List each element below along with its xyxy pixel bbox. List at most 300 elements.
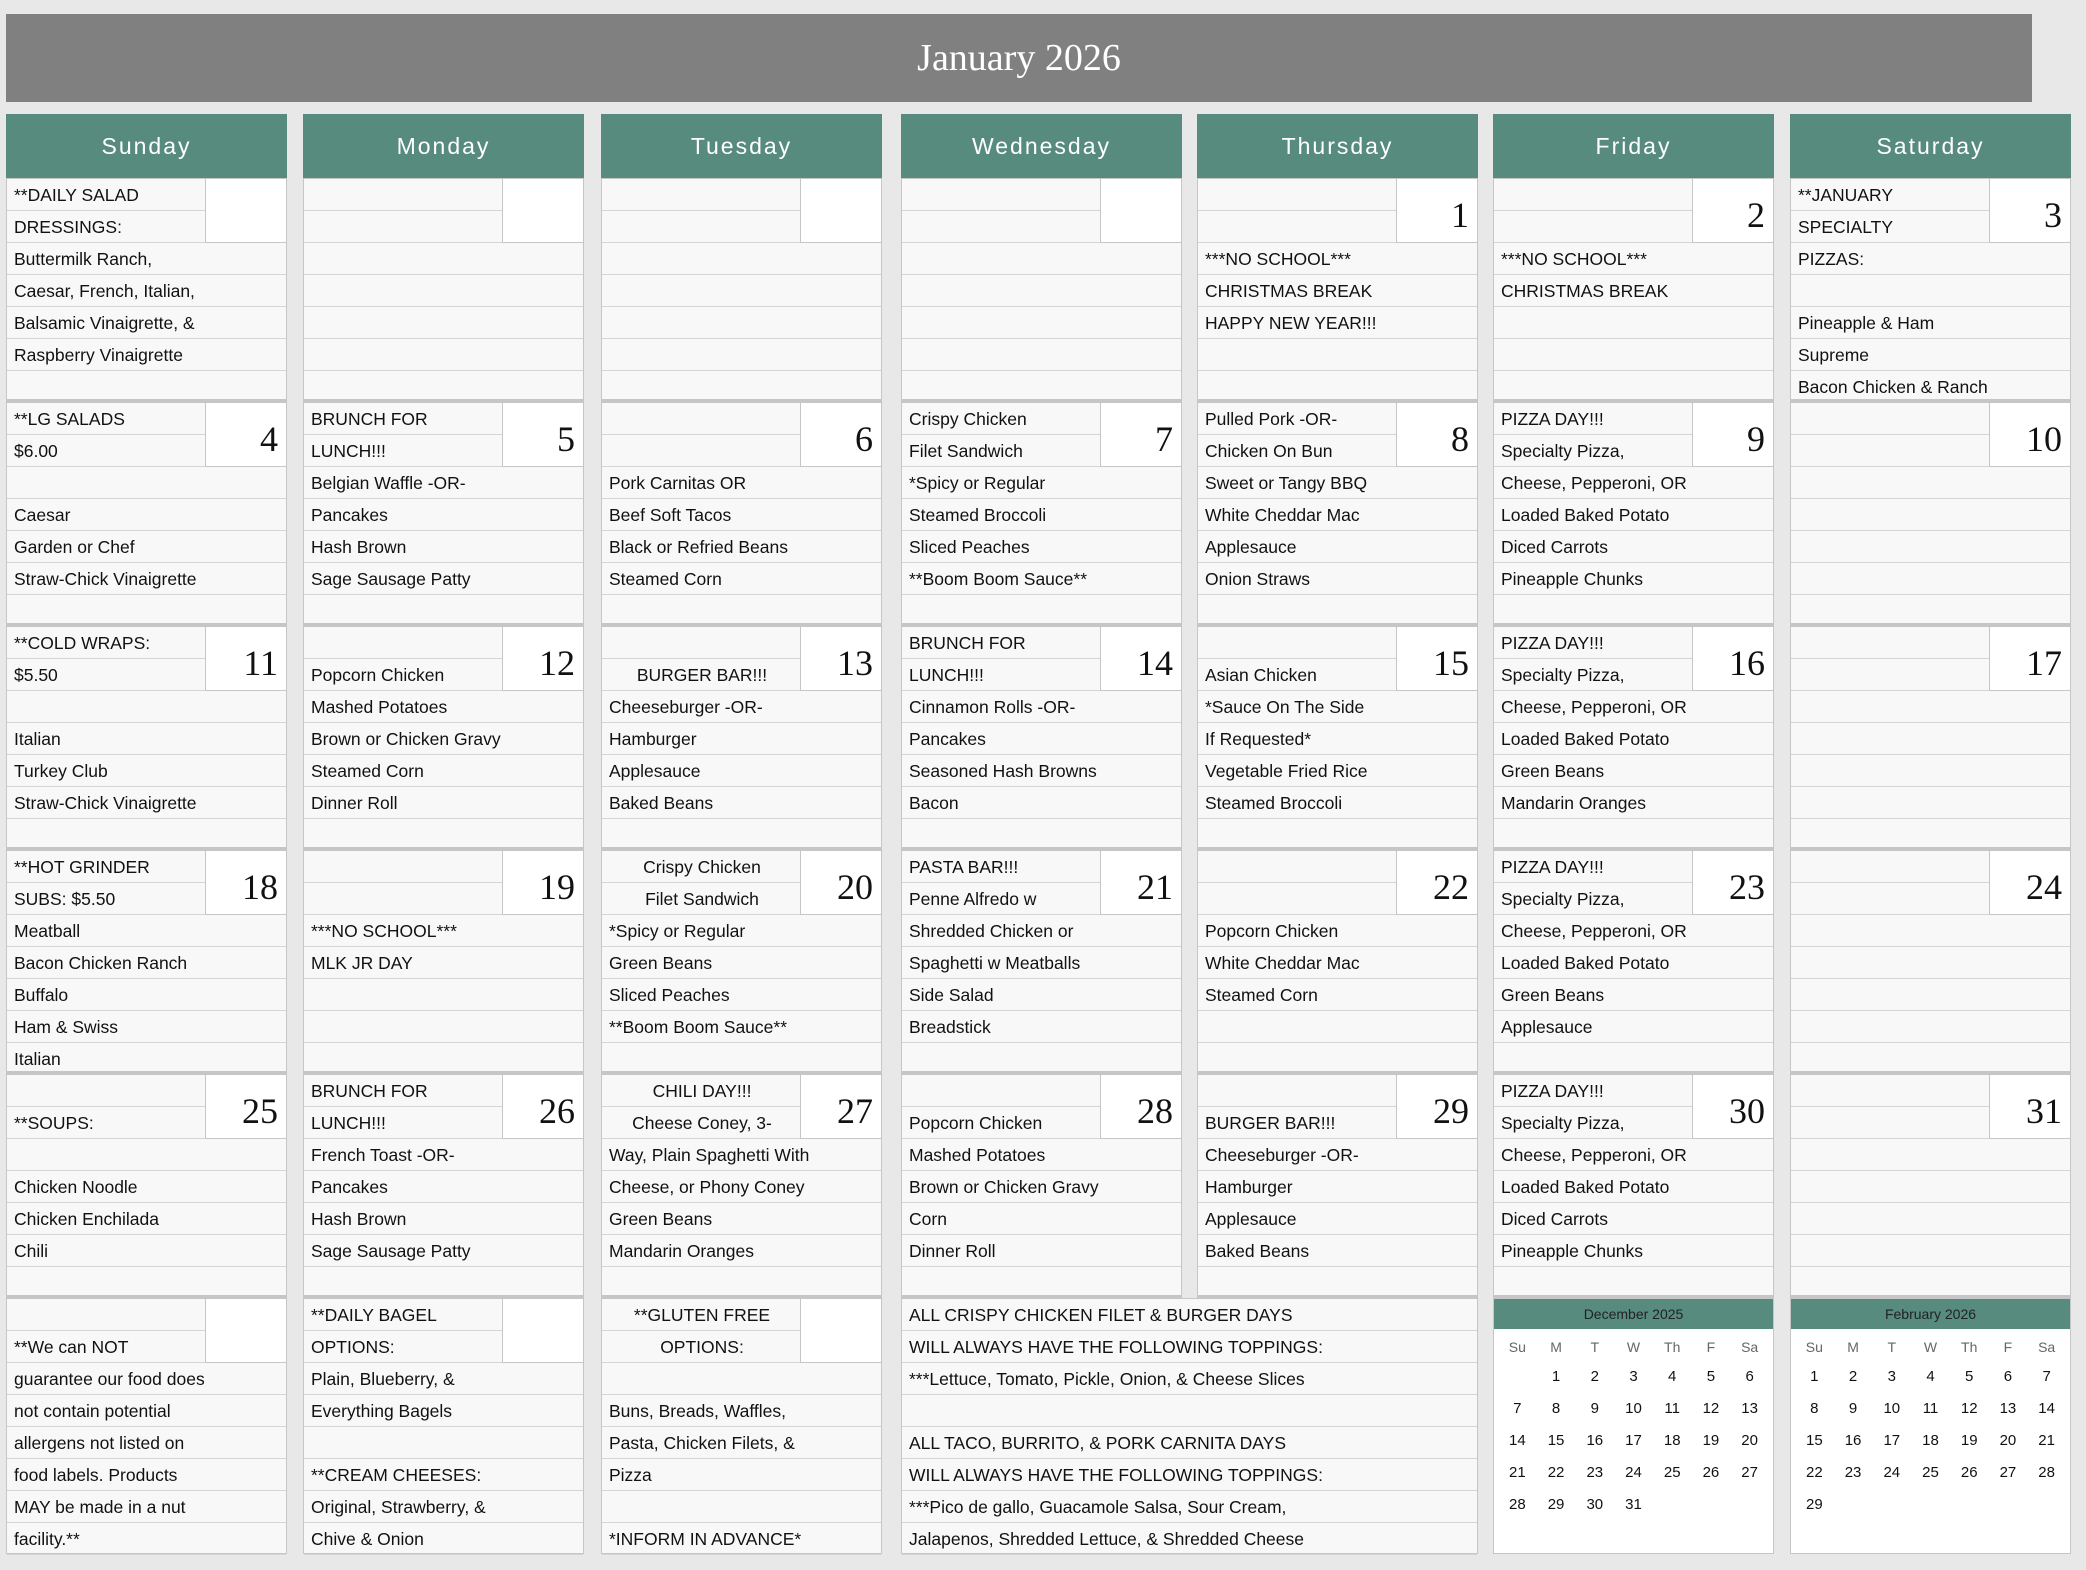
menu-line: Buttermilk Ranch, [7, 243, 286, 275]
menu-line [1198, 1011, 1477, 1043]
menu-line: Specialty Pizza, [1494, 659, 1694, 691]
menu-line: If Requested* [1198, 723, 1477, 755]
menu-line [1198, 1075, 1398, 1107]
menu-line: CHILI DAY!!! [602, 1075, 802, 1107]
menu-line: Cheese, Pepperoni, OR [1494, 1139, 1773, 1171]
menu-line: Spaghetti w Meatballs [902, 947, 1181, 979]
menu-line: Popcorn Chicken [304, 659, 504, 691]
menu-line: MLK JR DAY [304, 947, 583, 979]
menu-line: Corn [902, 1203, 1181, 1235]
mini-date: 20 [1741, 1432, 1758, 1449]
menu-line: PIZZA DAY!!! [1494, 627, 1694, 659]
menu-line [304, 1427, 583, 1459]
menu-line [1791, 1139, 2070, 1171]
day-cell [901, 626, 1182, 850]
note-cell [303, 1298, 584, 1554]
menu-line [1791, 979, 2070, 1011]
menu-line [902, 339, 1181, 371]
menu-line [1791, 819, 2070, 851]
menu-line: LUNCH!!! [902, 659, 1102, 691]
menu-line [1791, 1235, 2070, 1267]
mini-date: 13 [1741, 1400, 1758, 1417]
mini-date: 28 [2038, 1464, 2055, 1481]
menu-line [1494, 1267, 1773, 1299]
mini-date: 6 [2003, 1368, 2013, 1385]
menu-line: Mashed Potatoes [304, 691, 583, 723]
menu-line [1494, 179, 1694, 211]
menu-line: PIZZA DAY!!! [1494, 403, 1694, 435]
menu-line: ***NO SCHOOL*** [1494, 243, 1773, 275]
day-number: 2 [1692, 179, 1773, 243]
menu-line: Pineapple & Ham [1791, 307, 2070, 339]
menu-line [1791, 563, 2070, 595]
day-cell [1493, 850, 1774, 1074]
day-cell [6, 178, 287, 402]
mini-date: 21 [1509, 1464, 1526, 1481]
menu-line: Caesar [7, 499, 286, 531]
menu-line: BURGER BAR!!! [602, 659, 802, 691]
menu-line: Belgian Waffle -OR- [304, 467, 583, 499]
menu-line: food labels. Products [7, 1459, 286, 1491]
day-number: 27 [800, 1075, 881, 1139]
menu-line: **LG SALADS [7, 403, 207, 435]
menu-line [1791, 851, 1991, 883]
menu-line: DRESSINGS: [7, 211, 207, 243]
day-number: 8 [1396, 403, 1477, 467]
menu-line: Brown or Chicken Gravy [304, 723, 583, 755]
menu-line [902, 179, 1102, 211]
menu-line [7, 467, 286, 499]
menu-line: Crispy Chicken [902, 403, 1102, 435]
weekday-label: T [1590, 1339, 1600, 1355]
menu-line: Loaded Baked Potato [1494, 723, 1773, 755]
menu-line: Dinner Roll [304, 787, 583, 819]
menu-line: Pineapple Chunks [1494, 1235, 1773, 1267]
day-header: Thursday [1197, 114, 1478, 178]
menu-line: Dinner Roll [902, 1235, 1181, 1267]
menu-line [1791, 403, 1991, 435]
menu-line: *INFORM IN ADVANCE* [602, 1523, 881, 1555]
day-cell [901, 850, 1182, 1074]
weekday-label: Sa [2038, 1339, 2056, 1355]
menu-line: Vegetable Fried Rice [1198, 755, 1477, 787]
menu-line: Pancakes [304, 499, 583, 531]
mini-date: 7 [2042, 1368, 2051, 1385]
mini-date: 15 [1806, 1432, 1823, 1449]
menu-line [304, 243, 583, 275]
menu-line: Applesauce [602, 755, 881, 787]
day-cell [303, 1074, 584, 1298]
menu-line: Loaded Baked Potato [1494, 499, 1773, 531]
mini-date: 17 [1625, 1432, 1642, 1449]
mini-date: 27 [1999, 1464, 2017, 1481]
mini-date: 26 [1960, 1464, 1978, 1481]
day-column-wednesday [901, 114, 1182, 178]
menu-line: Steamed Corn [602, 563, 881, 595]
note-number-box [800, 1299, 881, 1363]
menu-line: Seasoned Hash Browns [902, 755, 1181, 787]
menu-line: Penne Alfredo w [902, 883, 1102, 915]
menu-line [304, 1011, 583, 1043]
menu-line [304, 371, 583, 403]
mini-date [1730, 1489, 1769, 1521]
menu-line [602, 179, 802, 211]
menu-line [1198, 179, 1398, 211]
toppings-line: WILL ALWAYS HAVE THE FOLLOWING TOPPINGS: [902, 1331, 1477, 1363]
menu-line [1791, 1075, 1991, 1107]
day-header: Wednesday [901, 114, 1182, 178]
mini-date [1911, 1489, 1950, 1521]
mini-date [1653, 1489, 1692, 1521]
note-cell [6, 1298, 287, 1554]
mini-date: 15 [1547, 1432, 1565, 1449]
menu-line [1791, 1107, 1991, 1139]
day-column-thursday [1197, 114, 1478, 178]
menu-line: Crispy Chicken [602, 851, 802, 883]
day-number: 14 [1100, 627, 1181, 691]
menu-line [902, 1075, 1102, 1107]
menu-line: Sage Sausage Patty [304, 563, 583, 595]
menu-line [1791, 531, 2070, 563]
menu-line [1791, 787, 2070, 819]
day-cell [303, 626, 584, 850]
menu-line [1791, 883, 1991, 915]
day-cell [303, 178, 584, 402]
menu-line [602, 1043, 881, 1075]
menu-line [1791, 275, 2070, 307]
menu-line: **SOUPS: [7, 1107, 207, 1139]
menu-line: SPECIALTY [1791, 211, 1991, 243]
menu-line: Cheese, Pepperoni, OR [1494, 915, 1773, 947]
menu-line: Way, Plain Spaghetti With [602, 1139, 881, 1171]
menu-line: Chicken On Bun [1198, 435, 1398, 467]
mini-calendar-grid [1494, 1329, 1773, 1521]
menu-line: OPTIONS: [304, 1331, 504, 1363]
menu-line: Hash Brown [304, 1203, 583, 1235]
menu-line [602, 307, 881, 339]
menu-line: Raspberry Vinaigrette [7, 339, 286, 371]
day-cell [601, 626, 882, 850]
day-cell [1197, 626, 1478, 850]
menu-line: Sage Sausage Patty [304, 1235, 583, 1267]
day-cell [1197, 402, 1478, 626]
note-cell [601, 1298, 882, 1554]
menu-line [1494, 1043, 1773, 1075]
menu-line [1494, 595, 1773, 627]
menu-line: Baked Beans [602, 787, 881, 819]
day-column-friday [1493, 114, 1774, 178]
menu-line: Hamburger [602, 723, 881, 755]
menu-line: PIZZA DAY!!! [1494, 851, 1694, 883]
menu-line [1791, 499, 2070, 531]
mini-date: 4 [1926, 1368, 1935, 1385]
weekday-label: W [1923, 1339, 1938, 1355]
menu-line: Green Beans [1494, 755, 1773, 787]
mini-date: 23 [1586, 1464, 1604, 1481]
day-header: Monday [303, 114, 584, 178]
menu-line: LUNCH!!! [304, 435, 504, 467]
mini-date: 24 [1625, 1464, 1642, 1481]
menu-line [304, 979, 583, 1011]
menu-line: Everything Bagels [304, 1395, 583, 1427]
day-cell [901, 1074, 1182, 1298]
menu-line [602, 1363, 881, 1395]
menu-line [1791, 595, 2070, 627]
mini-date [1950, 1489, 1989, 1521]
menu-line: Specialty Pizza, [1494, 1107, 1694, 1139]
day-number: 19 [502, 851, 583, 915]
mini-calendar-title: December 2025 [1494, 1299, 1773, 1329]
day-number: 20 [800, 851, 881, 915]
menu-line [1791, 1171, 2070, 1203]
mini-date: 18 [1663, 1432, 1681, 1449]
menu-line [1791, 947, 2070, 979]
weekday-label: M [1847, 1339, 1859, 1355]
menu-line [1494, 339, 1773, 371]
day-number: 6 [800, 403, 881, 467]
mini-date: 10 [1883, 1400, 1901, 1417]
menu-line: Sweet or Tangy BBQ [1198, 467, 1477, 499]
mini-date: 2 [1848, 1368, 1858, 1385]
menu-line [304, 179, 504, 211]
menu-line [602, 371, 881, 403]
day-number: 1 [1396, 179, 1477, 243]
menu-line [602, 1267, 881, 1299]
menu-line [7, 819, 286, 851]
day-cell [1790, 178, 2071, 402]
day-number: 17 [1989, 627, 2070, 691]
day-number: 4 [205, 403, 286, 467]
menu-line: BRUNCH FOR [304, 1075, 504, 1107]
menu-line: Applesauce [1494, 1011, 1773, 1043]
menu-line: Steamed Broccoli [1198, 787, 1477, 819]
mini-date: 19 [1960, 1432, 1978, 1449]
menu-line: HAPPY NEW YEAR!!! [1198, 307, 1477, 339]
menu-line [1198, 371, 1477, 403]
menu-line: Green Beans [1494, 979, 1773, 1011]
mini-date: 23 [1844, 1464, 1862, 1481]
mini-date: 24 [1883, 1464, 1901, 1481]
menu-line: White Cheddar Mac [1198, 499, 1477, 531]
day-header: Friday [1493, 114, 1774, 178]
mini-date: 5 [1965, 1368, 1974, 1385]
mini-date [1872, 1489, 1911, 1521]
menu-line: Bacon [902, 787, 1181, 819]
toppings-line: Jalapenos, Shredded Lettuce, & Shredded Cheese [902, 1523, 1477, 1555]
menu-line: Pulled Pork -OR- [1198, 403, 1398, 435]
note-number-box [205, 1299, 286, 1363]
menu-line [304, 883, 504, 915]
day-cell [303, 402, 584, 626]
menu-line [304, 339, 583, 371]
menu-line [7, 1075, 207, 1107]
mini-calendar [1790, 1298, 2071, 1554]
day-cell [1493, 178, 1774, 402]
day-number [800, 179, 881, 243]
menu-line: Popcorn Chicken [902, 1107, 1102, 1139]
menu-line [304, 1043, 583, 1075]
menu-line: *Spicy or Regular [602, 915, 881, 947]
day-cell [6, 850, 287, 1074]
menu-line [304, 307, 583, 339]
menu-line [902, 1267, 1181, 1299]
mini-date: 25 [1922, 1464, 1939, 1481]
menu-line: Original, Strawberry, & [304, 1491, 583, 1523]
day-header: Sunday [6, 114, 287, 178]
menu-line [304, 819, 583, 851]
menu-line [7, 1139, 286, 1171]
menu-line: facility.** [7, 1523, 286, 1555]
mini-date: 1 [1551, 1368, 1561, 1385]
toppings-line: ALL TACO, BURRITO, & PORK CARNITA DAYS [902, 1427, 1477, 1459]
day-column-saturday [1790, 114, 2071, 178]
mini-date: 26 [1702, 1464, 1720, 1481]
menu-line: CHRISTMAS BREAK [1198, 275, 1477, 307]
mini-date: 20 [1999, 1432, 2017, 1449]
menu-line [602, 339, 881, 371]
menu-line: Green Beans [602, 1203, 881, 1235]
menu-line [1198, 819, 1477, 851]
day-number [1100, 179, 1181, 243]
menu-line: **DAILY SALAD [7, 179, 207, 211]
mini-date: 9 [1848, 1400, 1858, 1417]
menu-line [902, 1043, 1181, 1075]
menu-line: **We can NOT [7, 1331, 207, 1363]
menu-line [1791, 915, 2070, 947]
menu-line: OPTIONS: [602, 1331, 802, 1363]
day-cell [1790, 1074, 2071, 1298]
menu-line: Filet Sandwich [902, 435, 1102, 467]
day-cell [1790, 402, 2071, 626]
menu-line: Diced Carrots [1494, 531, 1773, 563]
mini-date: 16 [1844, 1432, 1862, 1449]
menu-line [602, 275, 881, 307]
menu-line [1791, 467, 2070, 499]
menu-line [602, 819, 881, 851]
menu-line [602, 627, 802, 659]
menu-line: Mashed Potatoes [902, 1139, 1181, 1171]
menu-line [1791, 755, 2070, 787]
mini-date: 9 [1590, 1400, 1599, 1417]
toppings-line: ALL CRISPY CHICKEN FILET & BURGER DAYS [902, 1299, 1477, 1331]
menu-line [902, 243, 1181, 275]
menu-line: Side Salad [902, 979, 1181, 1011]
menu-line: **GLUTEN FREE [602, 1299, 802, 1331]
menu-line [902, 819, 1181, 851]
menu-line: Specialty Pizza, [1494, 435, 1694, 467]
menu-line [1494, 819, 1773, 851]
mini-date: 16 [1586, 1432, 1604, 1449]
menu-line [1791, 1203, 2070, 1235]
mini-date: 2 [1590, 1368, 1599, 1385]
day-cell [901, 178, 1182, 402]
menu-line: Pasta, Chicken Filets, & [602, 1427, 881, 1459]
calendar-title: January 2026 [6, 14, 2032, 102]
menu-line [902, 211, 1102, 243]
menu-line: Plain, Blueberry, & [304, 1363, 583, 1395]
mini-date: 21 [2038, 1432, 2055, 1449]
day-cell [901, 402, 1182, 626]
menu-line: Diced Carrots [1494, 1203, 1773, 1235]
mini-date: 14 [1509, 1432, 1526, 1449]
menu-line: **Boom Boom Sauce** [602, 1011, 881, 1043]
mini-date: 27 [1741, 1464, 1758, 1481]
mini-date: 22 [1547, 1464, 1565, 1481]
mini-date: 8 [1810, 1400, 1819, 1417]
menu-line: Pancakes [902, 723, 1181, 755]
menu-line: Pancakes [304, 1171, 583, 1203]
day-cell [1197, 850, 1478, 1074]
mini-date: 13 [1999, 1400, 2017, 1417]
menu-line: Italian [7, 1043, 286, 1075]
mini-calendar-grid [1791, 1329, 2070, 1521]
mini-date: 29 [1547, 1496, 1565, 1513]
menu-line: Onion Straws [1198, 563, 1477, 595]
menu-line: BRUNCH FOR [304, 403, 504, 435]
menu-line: Chicken Noodle [7, 1171, 286, 1203]
mini-date: 8 [1551, 1400, 1561, 1417]
menu-line [1198, 1267, 1477, 1299]
mini-date: 31 [1625, 1496, 1642, 1513]
menu-line: Ham & Swiss [7, 1011, 286, 1043]
menu-line: CHRISTMAS BREAK [1494, 275, 1773, 307]
menu-line: **CREAM CHEESES: [304, 1459, 583, 1491]
menu-line: not contain potential [7, 1395, 286, 1427]
menu-line [902, 307, 1181, 339]
day-cell [1493, 1074, 1774, 1298]
menu-line: Italian [7, 723, 286, 755]
mini-date: 7 [1513, 1400, 1522, 1417]
menu-line: BURGER BAR!!! [1198, 1107, 1398, 1139]
menu-line: Asian Chicken [1198, 659, 1398, 691]
menu-line: Cinnamon Rolls -OR- [902, 691, 1181, 723]
menu-line: Brown or Chicken Gravy [902, 1171, 1181, 1203]
menu-line: White Cheddar Mac [1198, 947, 1477, 979]
menu-line: guarantee our food does [7, 1363, 286, 1395]
menu-line: Applesauce [1198, 531, 1477, 563]
mini-date: 25 [1663, 1464, 1681, 1481]
day-number: 15 [1396, 627, 1477, 691]
menu-line: Pork Carnitas OR [602, 467, 881, 499]
menu-line [304, 595, 583, 627]
menu-line: ***NO SCHOOL*** [304, 915, 583, 947]
mini-date: 5 [1706, 1368, 1716, 1385]
menu-line: Chive & Onion [304, 1523, 583, 1555]
menu-line: $5.50 [7, 659, 207, 691]
day-cell [1790, 850, 2071, 1074]
weekday-label: Th [1664, 1339, 1681, 1355]
menu-line [602, 211, 802, 243]
menu-line [1198, 211, 1398, 243]
mini-date: 12 [1960, 1400, 1978, 1417]
menu-line: **JANUARY [1791, 179, 1991, 211]
menu-line: Meatball [7, 915, 286, 947]
day-cell [6, 402, 287, 626]
menu-line: PIZZA DAY!!! [1494, 1075, 1694, 1107]
menu-line [1791, 691, 2070, 723]
menu-line [1791, 659, 1991, 691]
menu-line: Buffalo [7, 979, 286, 1011]
menu-line [1198, 883, 1398, 915]
menu-line [304, 275, 583, 307]
weekday-label: F [2003, 1339, 2013, 1355]
menu-line [304, 627, 504, 659]
mini-calendar-title: February 2026 [1791, 1299, 2070, 1329]
toppings-line [902, 1395, 1477, 1427]
mini-date: 17 [1883, 1432, 1901, 1449]
mini-date: 1 [1810, 1368, 1819, 1385]
menu-line: SUBS: $5.50 [7, 883, 207, 915]
